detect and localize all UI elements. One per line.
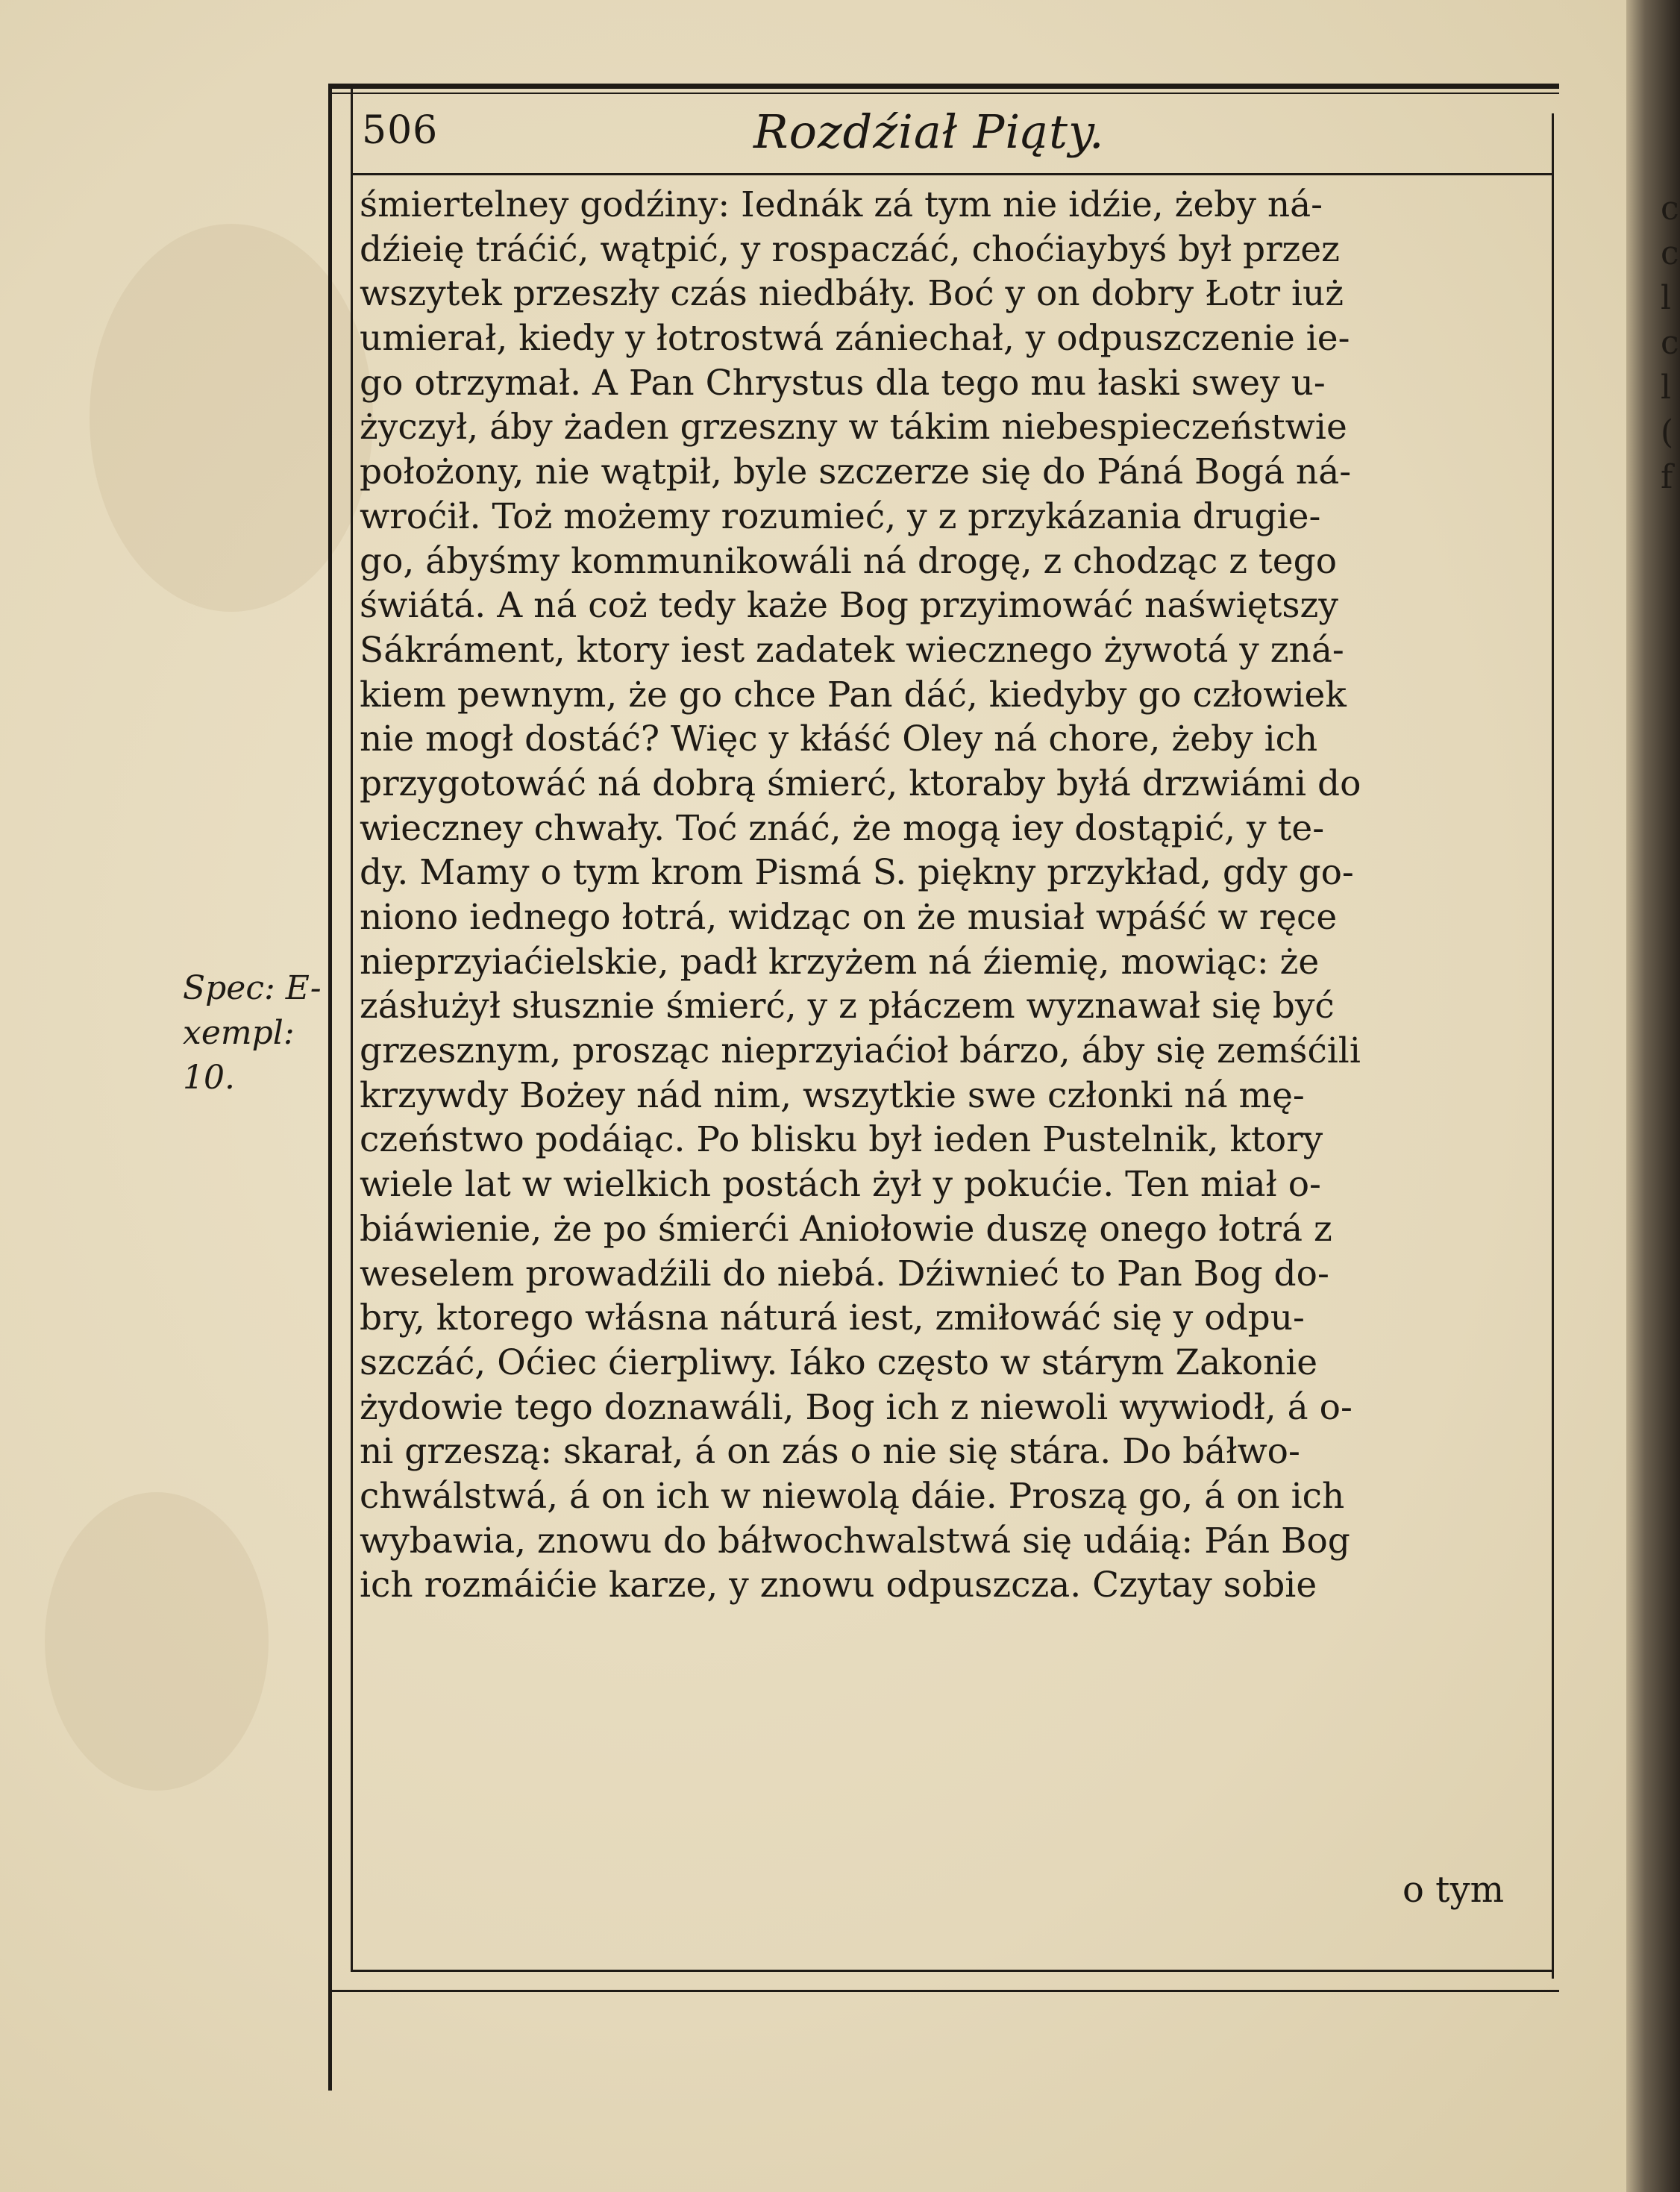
text-line: wroćił. Toż możemy rozumieć, y z przykázania drugie-: [360, 495, 1321, 537]
text-line: wiele lat w wielkich postách żył y pokućie. Ten miał o-: [360, 1164, 1321, 1206]
text-line: przygotowáć ná dobrą śmierć, ktoraby byłá drzwiámi do: [360, 762, 1361, 804]
margin-note-line: 10.: [183, 1059, 235, 1097]
margin-note-line: xempl:: [183, 1014, 295, 1052]
text-line: śmiertelney godźiny: Iednák zá tym nie idźie, żeby ná-: [360, 184, 1323, 225]
bottom-rule: [351, 1970, 1553, 1972]
paper-stain: [45, 1492, 269, 1791]
bottom-rule-outer: [328, 1990, 1559, 1992]
text-line: ich rozmáićie karze, y znowu odpuszcza. Czytay sobie: [360, 1565, 1317, 1606]
next-page-letters: [1661, 187, 1680, 500]
text-line: dy. Mamy o tym krom Pismá S. piękny przykład, gdy go-: [360, 852, 1354, 894]
margin-note-line: Spec: E-: [183, 969, 322, 1007]
text-line: dźieię tráćić, wątpić, y rospaczáć, choćiaybyś był przez: [360, 228, 1340, 270]
margin-note: [183, 966, 332, 1100]
text-line: bry, ktorego włásna náturá iest, zmiłowáć się y odpu-: [360, 1297, 1305, 1339]
next-page-letter: c: [1661, 190, 1679, 228]
text-line: go, ábyśmy kommunikowáli ná drogę, z chodząc z tego: [360, 540, 1337, 582]
text-line: umierał, kiedy y łotrostwá zániechał, y odpuszczenie ie-: [360, 318, 1350, 360]
text-line: nie mogł dostáć? Więc y kłáść Oley ná chore, żeby ich: [360, 718, 1318, 760]
text-line: biáwienie, że po śmierći Aniołowie duszę onego łotrá z: [360, 1208, 1332, 1250]
text-line: życzył, áby żaden grzeszny w tákim niebespieczeństwie: [360, 407, 1347, 448]
text-line: Sákráment, ktory iest zadatek wiecznego żywotá y zná-: [360, 629, 1344, 671]
top-rule-thin: [328, 93, 1559, 94]
next-page-letter: l: [1661, 369, 1672, 407]
next-page-letter: c: [1661, 234, 1679, 272]
text-line: wszytek przeszły czás niedbáły. Boć y on dobry Łotr iuż: [360, 273, 1344, 315]
body-text: [360, 183, 1561, 1608]
text-line: ni grzeszą: skarał, á on zás o nie się stára. Do báłwo-: [360, 1431, 1300, 1473]
header-rule: [351, 173, 1553, 175]
text-line: położony, nie wątpił, byle szczerze się do Páná Bogá ná-: [360, 451, 1352, 493]
text-line: żydowie tego doznawáli, Bog ich z niewoli wywiodł, á o-: [360, 1386, 1353, 1428]
next-page-letter: f: [1661, 458, 1673, 496]
text-line: wieczney chwały. Toć znáć, że mogą iey dostąpić, y te-: [360, 807, 1325, 849]
text-line: szczáć, Oćiec ćierpliwy. Iáko często w stárym Zakonie: [360, 1341, 1318, 1383]
text-line: kiem pewnym, że go chce Pan dáć, kiedyby go człowiek: [360, 674, 1347, 715]
running-title: Rozdźiał Piąty.: [753, 104, 1105, 159]
text-line: weselem prowadźili do niebá. Dźiwnieć to Pan Bog do-: [360, 1253, 1329, 1294]
text-line: go otrzymał. A Pan Chrystus dla tego mu łaski swey u-: [360, 362, 1326, 404]
text-line: czeństwo podáiąc. Po blisku był ieden Pustelnik, ktory: [360, 1119, 1323, 1161]
text-line: wybawia, znowu do báłwochwalstwá się udáią: Pán Bog: [360, 1520, 1350, 1562]
next-page-letter: c: [1661, 324, 1679, 362]
text-line: świátá. A ná coż tedy każe Bog przyimowáć naświętszy: [360, 585, 1338, 627]
text-line: grzesznym, prosząc nieprzyiaćioł bárzo, áby się zemśćili: [360, 1030, 1361, 1072]
page-number: 506: [362, 108, 439, 153]
next-page-letter: l: [1661, 279, 1672, 317]
text-line: chwálstwá, á on ich w niewolą dáie. Proszą go, á on ich: [360, 1475, 1345, 1517]
text-line: zásłużył słusznie śmierć, y z płáczem wyznawał się być: [360, 986, 1335, 1027]
text-line: krzywdy Bożey nád nim, wszytkie swe członki ná mę-: [360, 1074, 1305, 1116]
text-line: niono iednego łotrá, widząc on że musiał wpáść w ręce: [360, 897, 1338, 938]
next-page-letter: (: [1661, 413, 1674, 451]
top-rule: [328, 84, 1559, 89]
text-line: nieprzyiaćielskie, padł krzyżem ná źiemię, mowiąc: że: [360, 941, 1320, 983]
catchword: o tym: [1402, 1869, 1505, 1911]
inner-left-rule: [351, 84, 353, 1971]
